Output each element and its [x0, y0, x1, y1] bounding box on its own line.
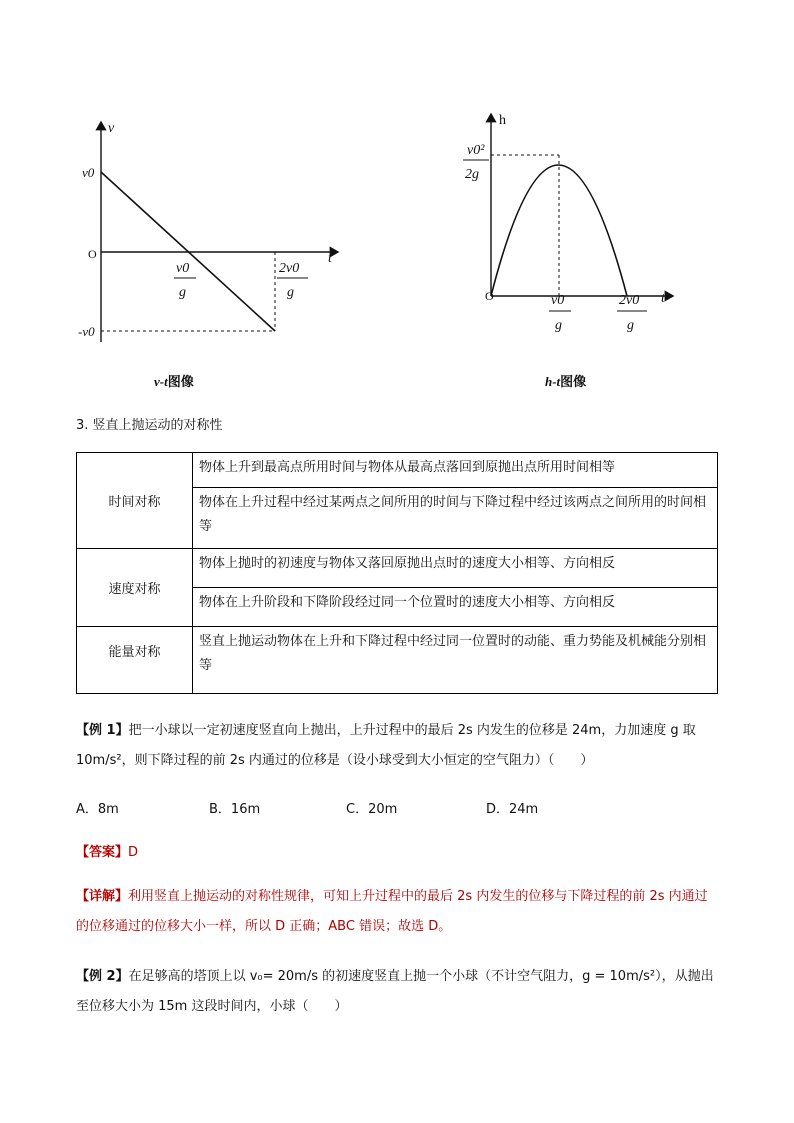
ht-origin-label: O [485, 289, 494, 303]
category-energy: 能量对称 [77, 627, 193, 694]
example1-question [76, 716, 720, 776]
ht-peak-denominator: 2g [465, 167, 479, 182]
section-title: 3. 竖直上抛运动的对称性 [76, 418, 223, 433]
vt-origin-label: O [88, 247, 97, 261]
example1-text: 把一小球以一定初速度竖直向上抛出，上升过程中的最后 2s 内发生的位移是 24m，力加速度 g 取 10m/s²，则下降过程的前 2s 内通过的位移是（设小球受到大小恒定的空气阻力）（ ） [76, 723, 696, 768]
example2-tag: 【例 2】 [76, 969, 129, 984]
answer-tag: 【答案】 [76, 845, 129, 860]
table-row [77, 453, 718, 488]
table-cell: 物体在上升阶段和下降阶段经过同一个位置时的速度大小相等、方向相反 [193, 588, 718, 627]
table-row [77, 549, 718, 588]
vt-y-axis-label: v [108, 121, 115, 136]
ht-peak-numerator: v0² [467, 143, 485, 158]
example2-text: 在足够高的塔顶上以 v₀= 20m/s 的初速度竖直上抛一个小球（不计空气阻力，g = 10m/s²），从抛出至位移大小为 15m 这段时间内，小球（ ） [76, 969, 714, 1014]
table-row [77, 627, 718, 694]
ht-graph [455, 110, 695, 340]
vt-t1-numerator: v0 [176, 261, 190, 276]
ht-x-axis-label: t [661, 291, 665, 306]
table-cell: 物体在上升过程中经过某两点之间所用的时间与下降过程中经过该两点之间所用的时间相等 [193, 488, 718, 549]
ht-y-axis-label: h [499, 113, 506, 128]
option-d: D．24m [486, 802, 539, 817]
vt-neg-v0-label: -v0 [78, 324, 95, 339]
option-a: A．8m [76, 802, 119, 817]
ht-t1-numerator: v0 [551, 293, 565, 308]
example1-tag: 【例 1】 [76, 723, 129, 738]
category-time: 时间对称 [77, 453, 193, 549]
vt-v0-label: v0 [82, 165, 95, 180]
vt-x-axis-label: t [328, 251, 332, 266]
answer-value: D [128, 845, 139, 860]
option-b: B．16m [209, 802, 261, 817]
table-cell: 物体上抛时的初速度与物体又落回原抛出点时的速度大小相等、方向相反 [193, 549, 718, 588]
option-c: C．20m [346, 802, 398, 817]
detail-text: 利用竖直上抛运动的对称性规律，可知上升过程中的最后 2s 内发生的位移与下降过程的前 2s 内通过的位移通过的位移大小一样，所以 D 正确；ABC 错误；故选 D。 [76, 889, 708, 934]
category-velocity: 速度对称 [77, 549, 193, 627]
example1-answer [76, 838, 138, 868]
vt-t1-denominator: g [179, 285, 186, 300]
vt-t2-numerator: 2v0 [279, 261, 300, 276]
vt-caption: v-t图像 [154, 374, 194, 390]
table-cell: 物体上升到最高点所用时间与物体从最高点落回到原抛出点所用时间相等 [193, 453, 718, 488]
vt-t2-denominator: g [287, 285, 294, 300]
detail-tag: 【详解】 [76, 889, 129, 904]
ht-t1-denominator: g [555, 318, 562, 333]
example2-question [76, 962, 720, 1022]
symmetry-table [76, 452, 718, 694]
ht-t2-denominator: g [627, 318, 634, 333]
vt-graph [60, 110, 360, 350]
ht-t2-numerator: 2v0 [619, 293, 640, 308]
example1-detail [76, 882, 720, 942]
ht-caption: h-t图像 [545, 374, 587, 390]
table-cell: 竖直上抛运动物体在上升和下降过程中经过同一位置时的动能、重力势能及机械能分别相等 [193, 627, 718, 694]
